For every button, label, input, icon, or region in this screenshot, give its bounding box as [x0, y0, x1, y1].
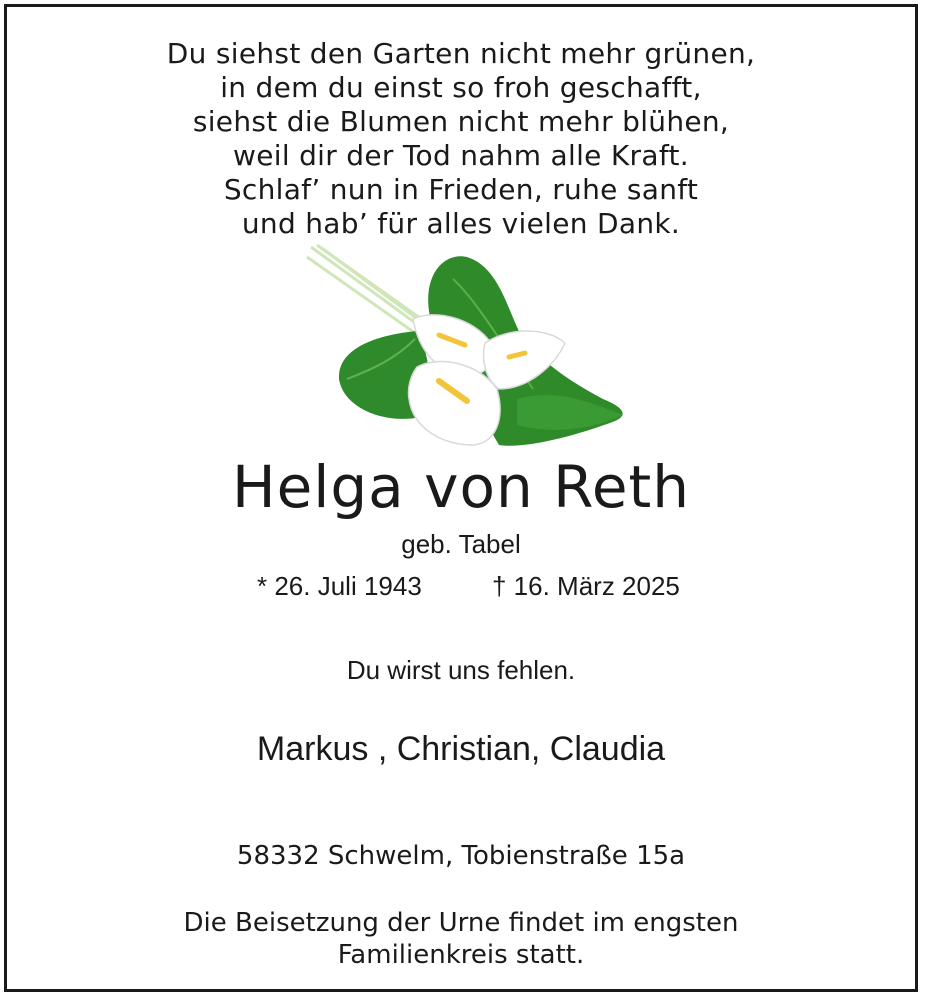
poem-line: Schlaf’ nun in Frieden, ruhe sanft [223, 173, 699, 206]
mourners-names: Markus , Christian, Claudia [256, 730, 666, 768]
death-date: † 16. März 2025 [492, 571, 680, 601]
funeral-notice [7, 907, 915, 971]
poem-line: weil dir der Tod nahm alle Kraft. [233, 139, 689, 172]
deceased-name: Helga von Reth [231, 453, 691, 521]
birth-date: * 26. Juli 1943 [257, 571, 422, 601]
farewell-text: Du wirst uns fehlen. [346, 655, 576, 685]
calla-lily-bouquet-icon [303, 239, 633, 449]
poem-line: und hab’ für alles vielen Dank. [241, 207, 681, 240]
address: 58332 Schwelm, Tobienstraße 15a [236, 841, 686, 871]
poem-line: in dem du einst so froh geschafft, [220, 71, 702, 104]
poem-line: siehst die Blumen nicht mehr blühen, [192, 105, 730, 138]
poem [7, 37, 915, 241]
funeral-line: Familienkreis statt. [337, 940, 585, 970]
poem-line: Du siehst den Garten nicht mehr grünen, [166, 37, 756, 70]
funeral-line: Die Beisetzung der Urne findet im engsten [183, 908, 739, 938]
obituary-card [4, 4, 918, 992]
maiden-name: geb. Tabel [401, 529, 521, 559]
